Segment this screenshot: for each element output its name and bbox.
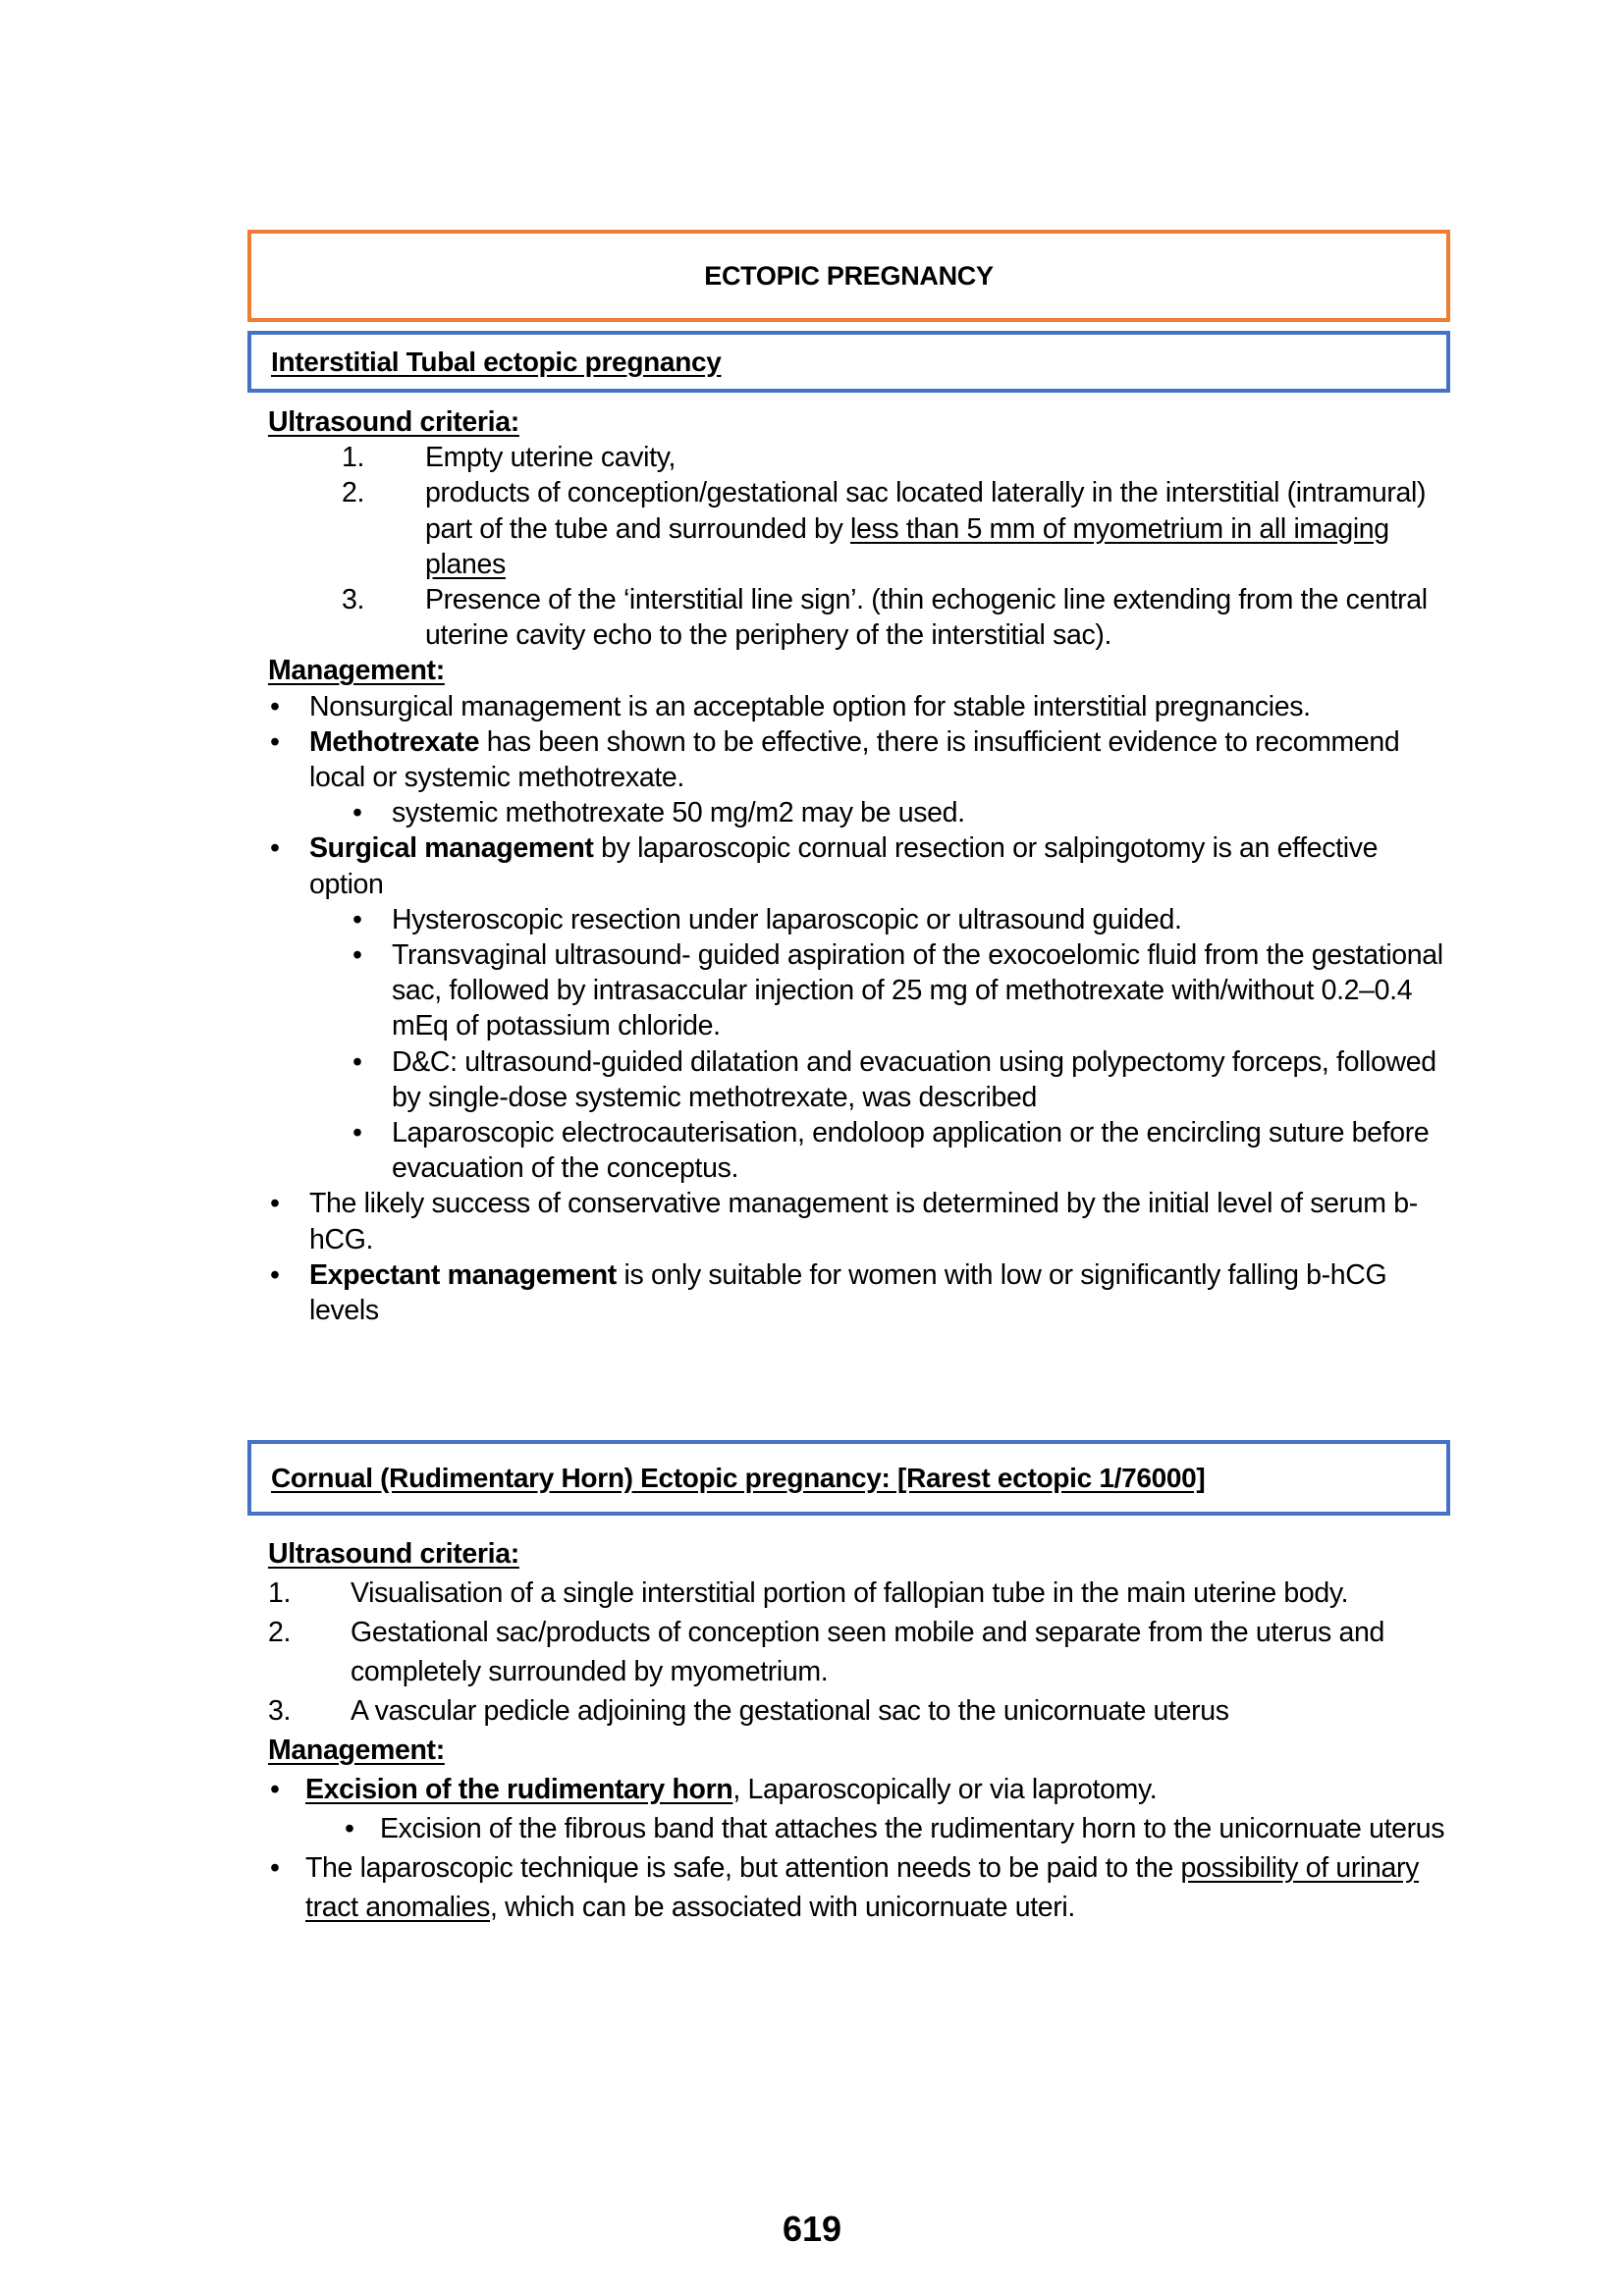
bullet-text	[305, 1770, 1456, 1809]
bullet-text: Hysteroscopic resection under laparoscopic or ultrasound guided.	[392, 903, 1182, 935]
bold-underlined-text: Excision of the rudimentary horn	[305, 1774, 733, 1805]
bullet-item	[268, 724, 1456, 795]
list-number: 2.	[268, 1617, 292, 1648]
bullet-icon: •	[270, 1188, 280, 1220]
page-number: 619	[782, 2209, 842, 2249]
sub-bullet-item	[268, 1044, 1456, 1115]
underlined-text: possibility of urinary tract anomalies	[305, 1852, 1420, 1923]
section-heading: Interstitial Tubal ectopic pregnancy	[271, 346, 722, 377]
bullet-icon: •	[352, 1117, 362, 1149]
bullet-icon: •	[352, 903, 362, 935]
bullet-item	[268, 1257, 1456, 1328]
list-number: 3.	[342, 584, 365, 616]
bullet-text	[305, 1848, 1456, 1927]
bold-text: Expectant management	[309, 1258, 617, 1291]
section-body-cornual	[268, 1534, 1456, 1927]
bullet-text-part: by laparoscopic cornual resection or salpingotomy is an effective option	[309, 832, 1379, 900]
bullet-text	[309, 724, 1456, 795]
section-heading-box-cornual	[247, 1440, 1450, 1516]
bullet-icon: •	[270, 832, 280, 865]
section-body-interstitial	[268, 404, 1456, 1328]
bullet-text: The likely success of conservative management is determined by the initial level of serum b-hCG.	[309, 1188, 1418, 1255]
list-item	[268, 1574, 1456, 1613]
bullet-text: Laparoscopic electrocauterisation, endoloop application or the encircling suture before evacuation of the conceptus.	[392, 1117, 1430, 1185]
bullet-text	[309, 1257, 1456, 1328]
bullet-text-part: , Laparoscopically or via laprotomy.	[732, 1774, 1158, 1805]
bold-text: Surgical management	[309, 832, 594, 865]
subheading-management: Management:	[268, 655, 445, 687]
bullet-icon: •	[270, 690, 280, 722]
bullet-item	[268, 830, 1456, 901]
list-text: Empty uterine cavity,	[425, 442, 677, 474]
section-heading: Cornual (Rudimentary Horn) Ectopic pregnancy: [Rarest ectopic 1/76000]	[271, 1462, 1206, 1493]
bullet-icon: •	[270, 1258, 280, 1291]
bullet-text: Nonsurgical management is an acceptable option for stable interstitial pregnancies.	[309, 690, 1311, 722]
subheading-ultrasound-criteria: Ultrasound criteria:	[268, 1538, 519, 1570]
title-box	[247, 230, 1450, 322]
list-item	[268, 1691, 1456, 1731]
section-heading-box-interstitial	[247, 331, 1450, 393]
list-text: Visualisation of a single interstitial portion of fallopian tube in the main uterine body.	[351, 1577, 1349, 1609]
bullet-text: systemic methotrexate 50 mg/m2 may be used.	[392, 797, 965, 829]
list-text	[425, 475, 1456, 582]
list-number: 1.	[268, 1577, 292, 1609]
bullet-icon: •	[352, 1045, 362, 1078]
list-number: 3.	[268, 1695, 292, 1727]
bullet-icon: •	[352, 939, 362, 972]
bullet-text-part: is only suitable for women with low or significantly falling b-hCG levels	[309, 1258, 1387, 1327]
bullet-icon: •	[270, 1774, 280, 1805]
list-item	[268, 440, 1456, 475]
bullet-text-part: has been shown to be effective, there is insufficient evidence to recommend local or systemic methotrexate.	[309, 725, 1400, 794]
sub-bullet-item	[268, 1809, 1456, 1848]
list-text: A vascular pedicle adjoining the gestational sac to the unicornuate uterus	[351, 1695, 1229, 1727]
list-number: 2.	[342, 477, 365, 509]
bullet-text: Transvaginal ultrasound- guided aspiration of the exocoelomic fluid from the gestational sac, followed by intrasaccular injection of 25 mg of methotrexate with/without 0.2–0.4 mEq of potassium chloride.	[392, 939, 1443, 1042]
bullet-icon: •	[270, 1852, 280, 1884]
sub-bullet-item	[268, 795, 1456, 830]
list-text: Presence of the ‘interstitial line sign’. (thin echogenic line extending from the central uterine cavity echo to the periphery of the interstitial sac).	[425, 584, 1428, 652]
bullet-item	[268, 1848, 1456, 1927]
list-item	[268, 475, 1456, 582]
sub-bullet-item	[268, 937, 1456, 1044]
list-item	[268, 582, 1456, 653]
bullet-item	[268, 689, 1456, 724]
list-text-part: products of conception/gestational sac located laterally in the interstitial (intramural) part of the tube and surrounded by	[425, 477, 1427, 545]
bullet-icon: •	[270, 725, 280, 758]
list-text: Gestational sac/products of conception seen mobile and separate from the uterus and completely surrounded by myometrium.	[351, 1617, 1385, 1687]
bullet-icon: •	[352, 797, 362, 829]
bullet-item	[268, 1770, 1456, 1809]
bold-text: Methotrexate	[309, 725, 480, 758]
list-item	[268, 1613, 1456, 1691]
bullet-text	[309, 830, 1456, 901]
bullet-icon: •	[345, 1813, 354, 1844]
subheading-management: Management:	[268, 1735, 445, 1766]
sub-bullet-item	[268, 1115, 1456, 1186]
bullet-item	[268, 1186, 1456, 1256]
sub-bullet-item	[268, 902, 1456, 937]
page-title: ECTOPIC PREGNANCY	[704, 260, 994, 291]
list-number: 1.	[342, 442, 365, 474]
bullet-text-part: , which can be associated with unicornuate uteri.	[490, 1892, 1075, 1923]
subheading-ultrasound-criteria: Ultrasound criteria:	[268, 406, 519, 438]
bullet-text: D&C: ultrasound-guided dilatation and evacuation using polypectomy forceps, followed by single-dose systemic methotrexate, was described	[392, 1045, 1436, 1113]
bullet-text: Excision of the fibrous band that attaches the rudimentary horn to the unicornuate uterus	[380, 1813, 1445, 1844]
bullet-text-part: The laparoscopic technique is safe, but attention needs to be paid to the	[305, 1852, 1181, 1884]
underlined-text: less than 5 mm of myometrium in all imaging planes	[425, 512, 1389, 580]
